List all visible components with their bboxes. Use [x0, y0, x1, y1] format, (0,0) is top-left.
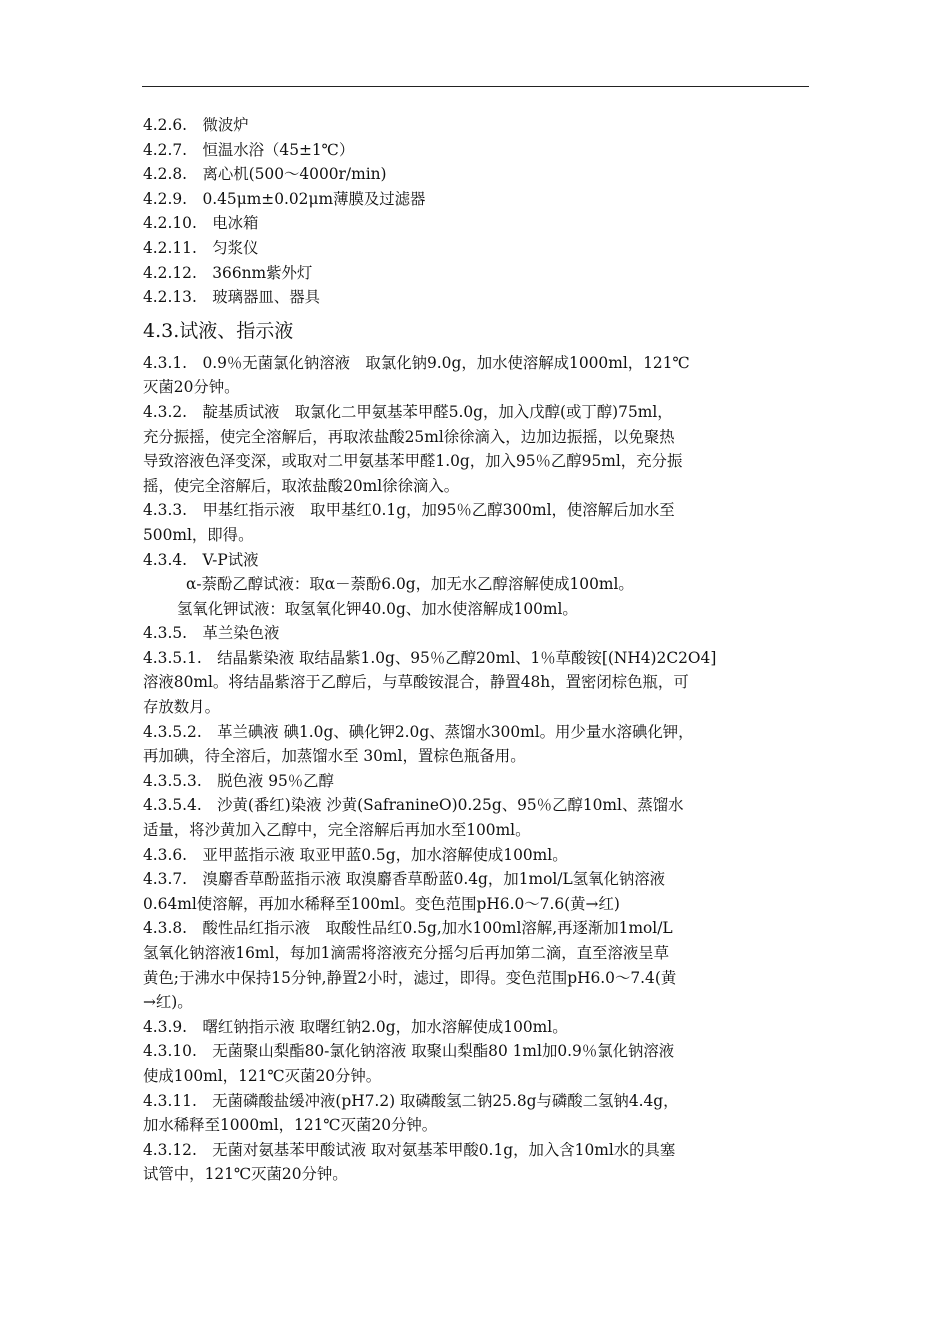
list-item: 4.2.6. 微波炉: [143, 116, 249, 134]
text-line: 氢氧化钾试液：取氢氧化钾40.0g、加水使溶解成100ml。: [177, 599, 578, 618]
equipment-list: [143, 113, 811, 310]
reagent-list: [143, 351, 811, 1187]
text-line: 4.3.4. V-P试液: [143, 550, 259, 569]
text-line: 适量，将沙黄加入乙醇中，完全溶解后再加水至100ml。: [143, 821, 531, 840]
list-item: 4.2.7. 恒温水浴（45±1℃）: [143, 140, 355, 159]
text-line: 0.64ml使溶解，再加水稀释至100ml。变色范围pH6.0～7.6(黄→红): [143, 894, 620, 913]
text-line: 4.3.5.3. 脱色液 95％乙醇: [143, 771, 334, 790]
text-line: α-萘酚乙醇试液：取α－萘酚6.0g，加无水乙醇溶解使成100ml。: [186, 575, 634, 594]
text-line: 氢氧化钠溶液16ml，每加1滴需将溶液充分摇匀后再加第二滴，直至溶液呈草: [143, 944, 670, 962]
list-item: 4.2.9. 0.45μm±0.02μm薄膜及过滤器: [143, 189, 426, 208]
text-line: 4.3.5.4. 沙黄(番红)染液 沙黄(SafranineO)0.25g、95％乙醇10ml、蒸馏水: [143, 796, 684, 815]
text-line: 使成100ml，121℃灭菌20分钟。: [143, 1066, 382, 1085]
text-line: 500ml，即得。: [143, 525, 254, 544]
text-line: 存放数月。: [143, 698, 220, 717]
text-line: 4.3.1. 0.9％无菌氯化钠溶液 取氯化钠9.0g，加水使溶解成1000ml，121℃: [143, 353, 690, 372]
text-line: 4.3.5. 革兰染色液: [143, 624, 280, 643]
text-line: 再加碘，待全溶后，加蒸馏水至 30ml，置棕色瓶备用。: [143, 747, 526, 766]
text-line: 导致溶液色泽变深，或取对二甲氨基苯甲醛1.0g，加入95％乙醇95ml，充分振: [143, 452, 683, 471]
text-line: 黄色;于沸水中保持15分钟,静置2小时，滤过，即得。变色范围pH6.0～7.4(黄: [143, 968, 677, 987]
text-line: 摇，使完全溶解后，取浓盐酸20ml徐徐滴入。: [143, 476, 460, 495]
text-line: 4.3.6. 亚甲蓝指示液 取亚甲蓝0.5g，加水溶解使成100ml。: [143, 845, 568, 864]
text-line: 4.3.9. 曙红钠指示液 取曙红钠2.0g，加水溶解使成100ml。: [143, 1017, 568, 1036]
text-line: 充分振摇，使完全溶解后，再取浓盐酸25ml徐徐滴入，边加边振摇，以免聚热: [143, 427, 675, 446]
text-line: 4.3.11. 无菌磷酸盐缓冲液(pH7.2) 取磷酸氢二钠25.8g与磷酸二氢钠4.4g，: [143, 1091, 679, 1110]
text-line: 4.3.7. 溴麝香草酚蓝指示液 取溴麝香草酚蓝0.4g，加1mol/L氢氧化钠溶液: [143, 870, 666, 889]
text-line: 试管中，121℃灭菌20分钟。: [143, 1165, 348, 1184]
text-line: 加水稀释至1000ml，121℃灭菌20分钟。: [143, 1116, 438, 1135]
header-rule: [142, 86, 809, 87]
text-line: 4.3.5.2. 革兰碘液 碘1.0g、碘化钾2.0g、蒸馏水300ml。用少量水溶碘化钾，: [143, 722, 694, 741]
text-line: 灭菌20分钟。: [143, 378, 240, 397]
text-line: 4.3.8. 酸性品红指示液 取酸性品红0.5g,加水100ml溶解,再逐渐加1mol/L: [143, 919, 673, 938]
list-item: 4.2.8. 离心机(500～4000r/min): [143, 165, 387, 184]
text-line: 4.3.5.1. 结晶紫染液 取结晶紫1.0g、95％乙醇20ml、1％草酸铵[(NH4)2C2O4]: [143, 648, 717, 667]
document-body: [143, 113, 811, 1187]
list-item: 4.2.12. 366nm紫外灯: [143, 263, 313, 282]
text-line: →红)。: [143, 993, 193, 1012]
text-line: 溶液80ml。将结晶紫溶于乙醇后，与草酸铵混合，静置48h，置密闭棕色瓶，可: [143, 673, 689, 692]
text-line: 4.3.2. 靛基质试液 取氯化二甲氨基苯甲醛5.0g，加入戊醇(或丁醇)75ml，: [143, 402, 673, 421]
text-line: 4.3.3. 甲基红指示液 取甲基红0.1g，加95％乙醇300ml，使溶解后加水至: [143, 501, 675, 520]
list-item: 4.2.11. 匀浆仪: [143, 238, 259, 257]
text-line: 4.3.10. 无菌聚山梨酯80-氯化钠溶液 取聚山梨酯80 1ml加0.9％氯化钠溶液: [143, 1042, 675, 1061]
list-item: 4.2.13. 玻璃器皿、器具: [143, 288, 320, 307]
text-line: 4.3.12. 无菌对氨基苯甲酸试液 取对氨基苯甲酸0.1g，加入含10ml水的具塞: [143, 1140, 676, 1159]
section-heading: 4.3.试液、指示液: [143, 319, 294, 342]
list-item: 4.2.10. 电冰箱: [143, 214, 259, 233]
